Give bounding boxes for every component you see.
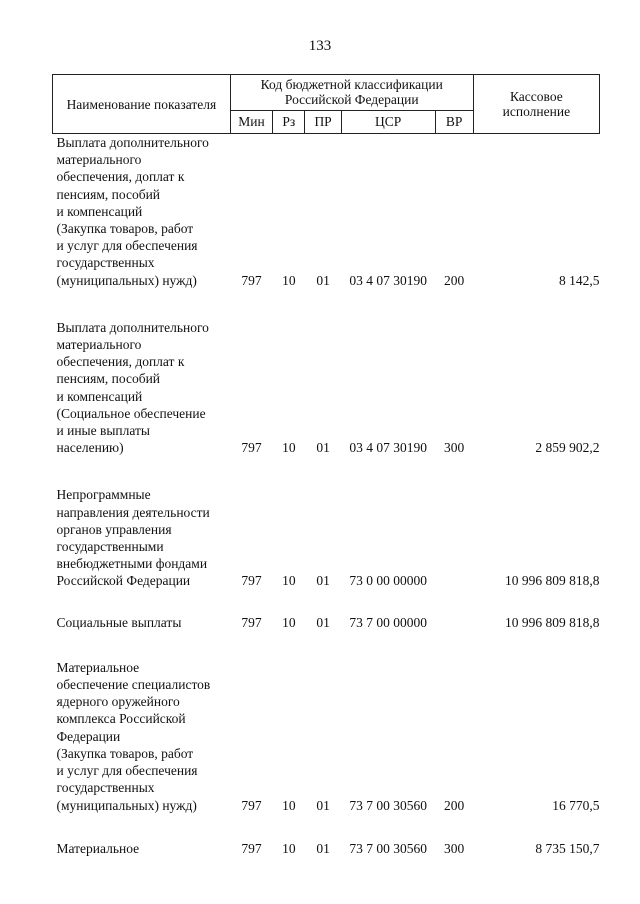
cell-amount: 16 770,5 (552, 797, 600, 813)
row-gap (53, 631, 600, 659)
row-name-line: и компенсаций (56, 203, 143, 219)
cell-csr: 73 7 00 30560 (349, 797, 427, 813)
row-name (53, 614, 231, 631)
cell-amount: 10 996 809 818,8 (505, 573, 600, 589)
row-gap (53, 289, 600, 319)
cell-amount: 8 142,5 (559, 272, 600, 288)
table-row (53, 319, 600, 457)
cell-vr: 300 (444, 440, 465, 456)
cell-amount: 10 996 809 818,8 (505, 614, 600, 630)
table-row (53, 840, 600, 857)
table-row (53, 614, 600, 631)
row-name-line: комплекса Российской (56, 711, 186, 727)
cell-csr: 73 7 00 00000 (349, 614, 427, 630)
row-name (53, 319, 231, 457)
cell-min: 797 (241, 797, 262, 813)
row-name-line: и услуг для обеспечения (56, 763, 198, 779)
row-name-line: Социальные выплаты (56, 614, 182, 630)
cell-rz: 10 (282, 797, 296, 813)
cell-rz: 10 (282, 440, 296, 456)
cell-min: 797 (241, 272, 262, 288)
row-name-line: органов управления (56, 521, 172, 537)
row-name-line: и иные выплаты (56, 423, 151, 439)
row-name-line: Выплата дополнительного (56, 135, 209, 150)
cell-csr: 03 4 07 30190 (349, 272, 427, 288)
row-name-line: обеспечения, доплат к (56, 354, 185, 370)
header-min: Мин (230, 110, 272, 133)
cell-csr: 73 7 00 30560 (349, 840, 427, 856)
table-row (53, 486, 600, 589)
cell-vr: 200 (444, 797, 465, 813)
row-name-line: обеспечение специалистов (56, 677, 211, 693)
row-name-line: Федерации (56, 728, 121, 744)
header-code-line1: Код бюджетной классификации (260, 77, 443, 93)
row-name (53, 134, 231, 289)
page-number: 133 (308, 38, 332, 54)
cell-rz: 10 (282, 272, 296, 288)
header-csr: ЦСР (341, 110, 435, 133)
header-code-group (230, 75, 473, 111)
row-name-line: внебюджетными фондами (56, 556, 208, 572)
cell-rz: 10 (282, 840, 296, 856)
header-execution (473, 75, 599, 134)
cell-csr: 03 4 07 30190 (349, 440, 427, 456)
row-name-line: населению) (56, 440, 124, 456)
table-body (53, 134, 600, 857)
row-name (53, 486, 231, 589)
table-header (53, 75, 600, 134)
row-name-line: Материальное (56, 840, 140, 856)
cell-pr: 01 (316, 272, 330, 288)
row-name (53, 659, 231, 814)
cell-csr: 73 0 00 00000 (349, 573, 427, 589)
cell-rz: 10 (282, 573, 296, 589)
row-name-line: обеспечения, доплат к (56, 169, 185, 185)
cell-min: 797 (241, 840, 262, 856)
cell-min: 797 (241, 573, 262, 589)
budget-table (52, 74, 600, 857)
row-name-line: Российской Федерации (56, 573, 191, 589)
header-rz: Рз (273, 110, 305, 133)
cell-pr: 01 (316, 840, 330, 856)
row-name-line: материального (56, 152, 142, 168)
header-exec-line1: Кассовое (509, 89, 563, 104)
row-name-line: (Закупка товаров, работ (56, 221, 194, 237)
row-name-line: (Закупка товаров, работ (56, 745, 194, 761)
row-name-line: ядерного оружейного (56, 694, 180, 710)
row-name-line: и услуг для обеспечения (56, 238, 198, 254)
row-name-line: государственных (56, 255, 155, 271)
row-name-line: (муниципальных) нужд) (56, 797, 197, 813)
cell-pr: 01 (316, 440, 330, 456)
header-code-line2: Российской Федерации (284, 92, 419, 108)
cell-vr (435, 614, 473, 631)
header-vr: ВР (435, 110, 473, 133)
row-name-line: (Социальное обеспечение (56, 405, 206, 421)
row-name-line: материального (56, 337, 142, 353)
row-name-line: государственными (56, 539, 164, 555)
row-name-line: государственных (56, 780, 155, 796)
header-exec-line2: исполнение (502, 104, 571, 119)
cell-amount: 8 735 150,7 (535, 840, 600, 856)
row-name-line: (муниципальных) нужд) (56, 272, 197, 288)
cell-vr: 200 (444, 272, 465, 288)
row-name-line: Непрограммные (56, 487, 151, 503)
cell-rz: 10 (282, 614, 296, 630)
cell-vr (435, 486, 473, 589)
row-gap (53, 590, 600, 614)
row-name-line: направления деятельности (56, 504, 210, 520)
row-name-line: пенсиям, пособий (56, 371, 161, 387)
header-pr: ПР (305, 110, 341, 133)
table-row (53, 659, 600, 814)
cell-min: 797 (241, 614, 262, 630)
row-name-line: Выплата дополнительного (56, 319, 209, 335)
cell-pr: 01 (316, 573, 330, 589)
cell-min: 797 (241, 440, 262, 456)
header-name: Наименование показателя (53, 75, 231, 134)
row-name-line: пенсиям, пособий (56, 186, 161, 202)
cell-vr: 300 (444, 840, 465, 856)
cell-pr: 01 (316, 614, 330, 630)
row-gap (53, 456, 600, 486)
row-name-line: и компенсаций (56, 388, 143, 404)
row-gap (53, 814, 600, 840)
cell-pr: 01 (316, 797, 330, 813)
row-name-line: Материальное (56, 659, 140, 675)
row-name (53, 840, 231, 857)
table-row (53, 134, 600, 289)
cell-amount: 2 859 902,2 (535, 440, 600, 456)
